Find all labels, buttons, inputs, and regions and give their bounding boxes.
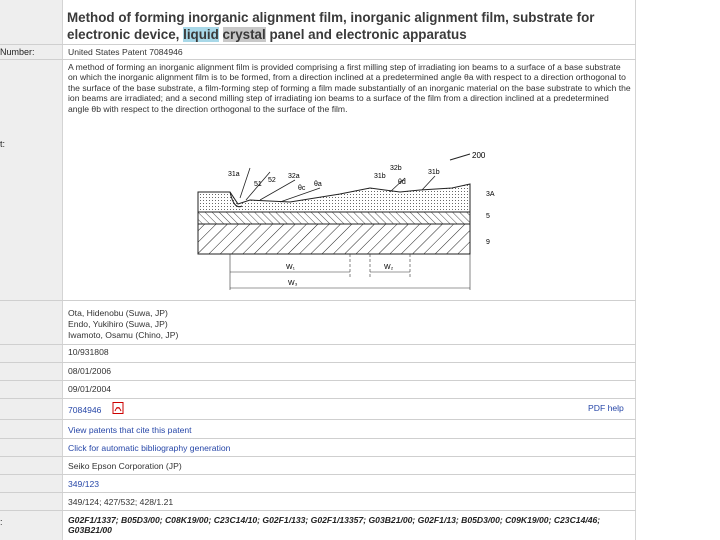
application-number: 10/931808	[68, 347, 109, 357]
row-divider	[0, 456, 636, 457]
fig-label-32b: 32b	[390, 165, 402, 172]
cite-link[interactable]: View patents that cite this patent	[68, 425, 192, 435]
inventor-3: Iwamoto, Osamu (Chino, JP)	[68, 330, 179, 340]
row-divider	[0, 344, 636, 345]
row-divider	[0, 362, 636, 363]
inventor-2: Endo, Yukihiro (Suwa, JP)	[68, 319, 168, 329]
row-divider	[0, 380, 636, 381]
right-border	[635, 0, 636, 540]
row-divider	[0, 438, 636, 439]
ion-beam-a	[240, 168, 250, 198]
pdf-icon[interactable]	[112, 402, 124, 414]
fig-label-theta-a: θa	[314, 181, 322, 188]
fig-label-31a: 31a	[228, 171, 240, 178]
pdf-link[interactable]: 7084946	[68, 405, 102, 415]
fig-label-theta-c: θc	[298, 185, 306, 192]
other-classes: 349/124; 427/532; 428/1.21	[68, 497, 174, 507]
title-part2: panel and electronic apparatus	[265, 27, 467, 42]
fig-label-31b-mid: 31b	[374, 173, 386, 180]
filing-date: 09/01/2004	[68, 384, 112, 394]
inventor-1: Ota, Hidenobu (Suwa, JP)	[68, 308, 168, 318]
fig-label-w1: W₁	[286, 264, 295, 271]
substrate-layer-9	[198, 224, 470, 254]
row-divider	[0, 59, 636, 60]
fig-label-w2: W₂	[384, 264, 394, 271]
publication-date: 08/01/2006	[68, 366, 112, 376]
assignee: Seiko Epson Corporation (JP)	[68, 461, 182, 471]
fig-label-theta-d: θd	[398, 179, 406, 186]
primary-class[interactable]: 349/123	[68, 479, 100, 489]
label-column	[0, 0, 62, 540]
title-part1: Method of forming inorganic alignment film, inorganic alignment film, substrate for electronic device,	[67, 10, 595, 42]
fig-label-200: 200	[472, 151, 486, 160]
row-divider	[0, 474, 636, 475]
ion-beam-c	[260, 180, 295, 200]
row-divider	[0, 492, 636, 493]
patent-drawing	[190, 148, 510, 296]
layer-5	[198, 212, 470, 224]
fig-label-w3: W₃	[288, 280, 298, 287]
fig-label-52: 52	[268, 177, 276, 184]
fig-label-9: 9	[486, 239, 490, 246]
fig-label-32a: 32a	[288, 173, 300, 180]
ion-beam-f	[422, 176, 435, 190]
film-layer-3A	[198, 184, 470, 212]
patent-number-text: United States Patent 7084946	[68, 47, 183, 57]
fig-label-31b-right: 31b	[428, 169, 440, 176]
row-divider	[0, 510, 636, 511]
international-classes: G02F1/1337; B05D3/00; C08K19/00; C23C14/10; G02F1/133; G02F1/13357; G03B21/00; G02F1/13; B05D3/00; C09K19/00; C23C14/46; G03B21/00	[68, 515, 601, 536]
pdf-help-link[interactable]: PDF help	[588, 403, 624, 413]
row-divider	[0, 300, 636, 301]
fig-label-5: 5	[486, 213, 490, 220]
fig-label-51: 51	[254, 181, 262, 188]
title-highlight-liquid: liquid	[183, 27, 219, 42]
row-divider	[0, 398, 636, 399]
fig-arrow-200	[450, 154, 470, 160]
class-label-fragment: :	[0, 517, 3, 527]
abstract-label-fragment: t:	[0, 139, 6, 149]
row-divider	[0, 44, 636, 45]
bibliography-link[interactable]: Click for automatic bibliography generation	[68, 443, 231, 453]
title-space	[219, 27, 223, 42]
row-divider	[0, 419, 636, 420]
patent-title	[67, 9, 632, 43]
number-label: Number:	[0, 47, 35, 57]
abstract-text: A method of forming an inorganic alignment film is provided comprising a first milling step of irradiating ion beams to a surface of a base substrate on which the inorganic alignment film is to be formed, from a direction inclined at a predetermined angle θa with respect to a direction orthogonal to the surface of the base substrate, a film-forming step of forming a film made substantially of an inorganic material on the base substrate to which the ion beams are irradiated; and a second milling step of irradiating ion beams to a surface of the film from a direction inclined at a predetermined angle θb with respect to the direction orthogonal to the surface of the film.	[68, 62, 631, 114]
column-divider	[62, 0, 63, 540]
fig-label-3A: 3A	[486, 191, 495, 198]
title-highlight-crystal: crystal	[222, 27, 266, 42]
